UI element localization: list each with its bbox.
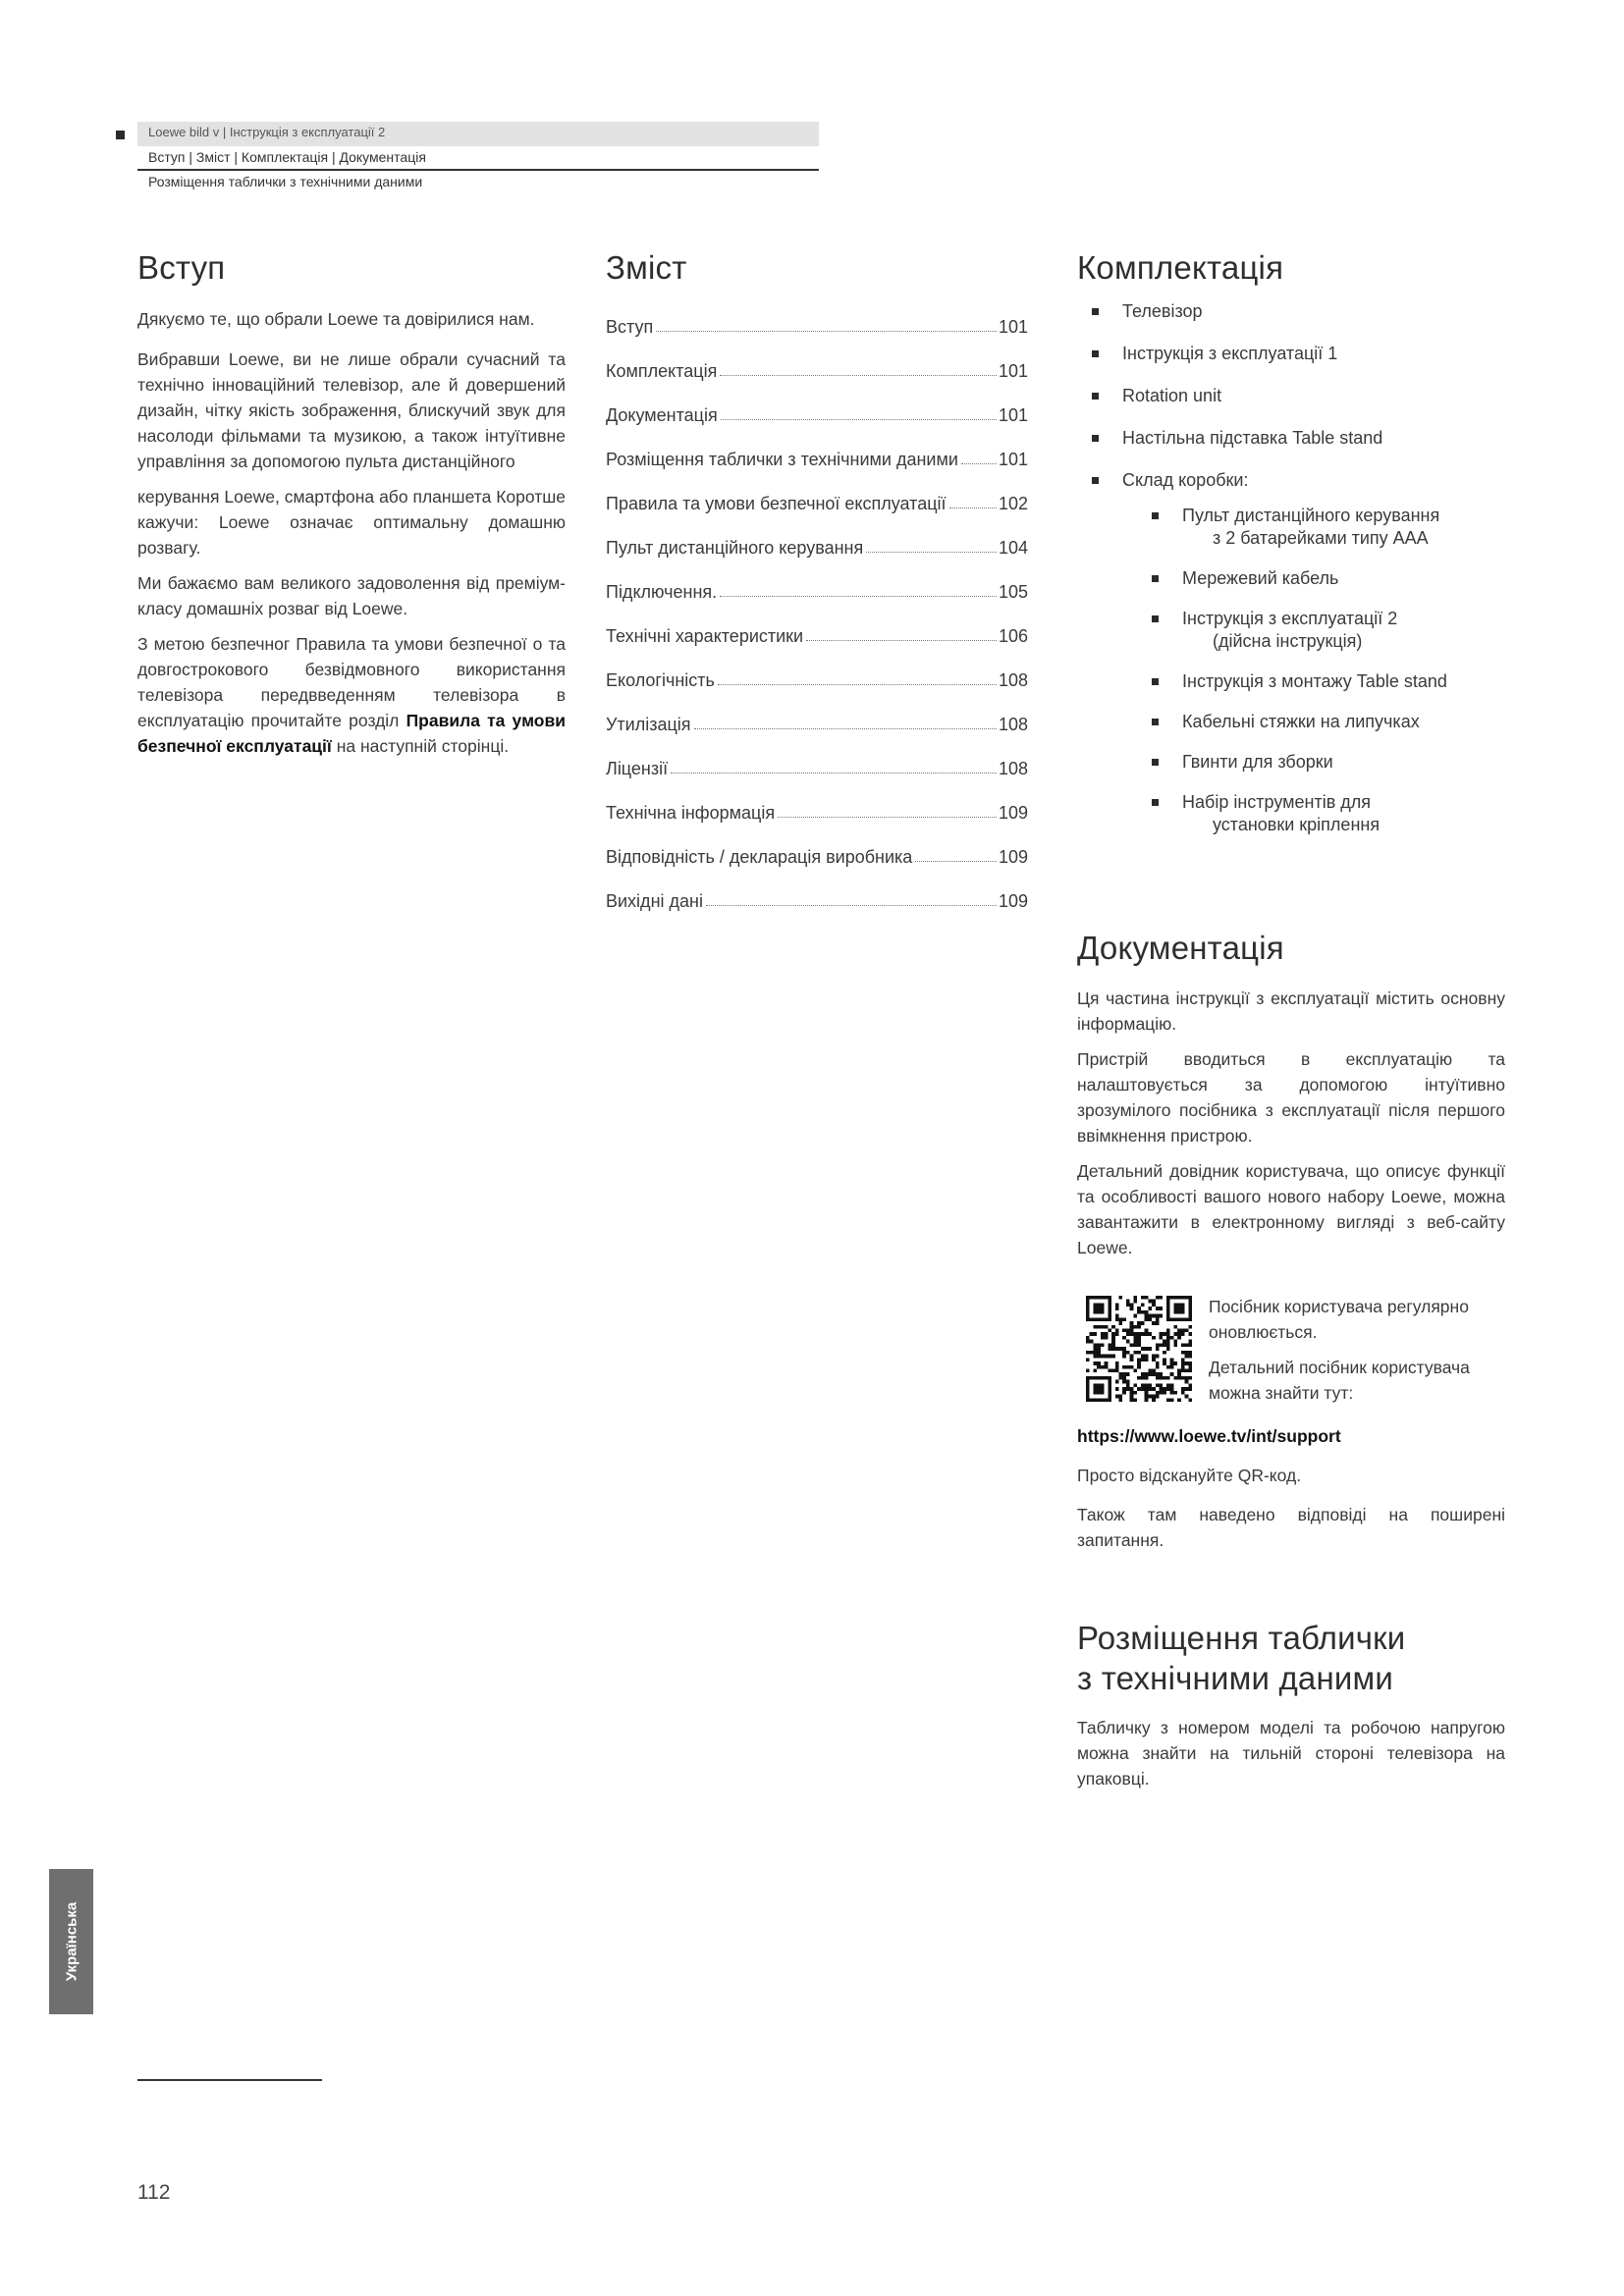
plate-title-line-2: з технічними даними bbox=[1077, 1660, 1394, 1697]
toc-entry[interactable] bbox=[606, 779, 1028, 824]
toc-entry-page: 109 bbox=[998, 847, 1028, 867]
toc-entry-page: 101 bbox=[998, 361, 1028, 381]
toc-leader-dots bbox=[915, 861, 997, 862]
list-item: Настільна підставка Table stand bbox=[1077, 426, 1509, 450]
header-breadcrumb: Вступ | Зміст | Комплектація | Документація bbox=[148, 149, 426, 165]
header-bullet bbox=[116, 131, 125, 139]
package-section bbox=[1077, 247, 1509, 854]
toc-entry-label: Ліцензії bbox=[606, 759, 669, 778]
toc-entry[interactable] bbox=[606, 294, 1028, 338]
toc-entry-label: Відповідність / декларація виробника bbox=[606, 847, 913, 867]
toc-leader-dots bbox=[949, 507, 997, 508]
toc-title: Зміст bbox=[606, 249, 687, 286]
intro-paragraph-2: Вибравши Loewe, ви не лише обрали сучасний та технічно інноваційний телевізор, але й довершений дизайн, чітку якість зображення, блискучий звук для насолоди фільмами та музикою, а також інтуїтивне управління за допомогою пульта дистанційного bbox=[137, 349, 566, 472]
toc-entry[interactable] bbox=[606, 868, 1028, 912]
intro-paragraph-1: Дякуємо те, що обрали Loewe та довірилися нам. bbox=[137, 309, 535, 330]
docs-section bbox=[1077, 928, 1505, 1270]
language-tab-label: Українська bbox=[63, 1901, 80, 1982]
toc-entry-label: Правила та умови безпечної експлуатації bbox=[606, 494, 947, 513]
toc-entry-page: 108 bbox=[998, 715, 1028, 734]
header-subsection: Розміщення таблички з технічними даними bbox=[148, 174, 423, 189]
scan-instruction: Просто відскануйте QR-код. bbox=[1077, 1466, 1302, 1485]
page-number: 112 bbox=[137, 2181, 171, 2204]
qr-text-updated: Посібник користувача регулярно оновлюється. bbox=[1209, 1297, 1469, 1342]
list-item: Інструкція з монтажу Table stand bbox=[1167, 670, 1509, 693]
toc-entry-page: 109 bbox=[998, 891, 1028, 911]
toc-leader-dots bbox=[961, 463, 997, 464]
toc-entry-page: 109 bbox=[998, 803, 1028, 823]
toc-entry-page: 104 bbox=[998, 538, 1028, 558]
intro-paragraph-4: Ми бажаємо вам великого задоволення від преміум-класу домашніх розваг від Loewe. bbox=[137, 573, 566, 619]
qr-text-location: Детальний посібник користувача можна знайти тут: bbox=[1209, 1358, 1470, 1403]
list-item: Телевізор bbox=[1077, 299, 1509, 323]
intro-section bbox=[137, 247, 566, 769]
toc-entry-page: 108 bbox=[998, 670, 1028, 690]
docs-title: Документація bbox=[1077, 930, 1284, 966]
toc-entry-label: Комплектація bbox=[606, 361, 718, 381]
toc-entry[interactable] bbox=[606, 426, 1028, 470]
toc-entry-page: 105 bbox=[998, 582, 1028, 602]
list-item: Гвинти для зборки bbox=[1167, 751, 1509, 774]
toc-entry[interactable] bbox=[606, 514, 1028, 559]
toc-entry-page: 101 bbox=[998, 317, 1028, 337]
plate-paragraph: Табличку з номером моделі та робочою напругою можна знайти на тильній стороні телевізора на упаковці. bbox=[1077, 1717, 1505, 1789]
docs-links bbox=[1077, 1423, 1505, 1563]
toc-entry[interactable] bbox=[606, 382, 1028, 426]
toc-entry[interactable] bbox=[606, 647, 1028, 691]
docs-paragraph-2: Пристрій вводиться в експлуатацію та налаштовується за допомогою інтуїтивно зрозумілого посібника з експлуатації після першого ввімкнення пристрою. bbox=[1077, 1049, 1505, 1147]
docs-paragraph-1: Ця частина інструкції з експлуатації містить основну інформацію. bbox=[1077, 988, 1505, 1035]
toc-leader-dots bbox=[720, 596, 997, 597]
list-item: Інструкція з експлуатації 2 (дійсна інструкція) bbox=[1167, 608, 1509, 653]
toc-entry-label: Пульт дистанційного керування bbox=[606, 538, 864, 558]
list-item: Склад коробки: Пульт дистанційного керування з 2 батарейками типу AAA Мережевий кабель Інструкція з експлуатації 2 (дійсна інструкція) Інструкція з монтажу Table stand Кабельні стяжки на липучках Гвинти для зборки Набір інструментів для установки кріплення bbox=[1077, 468, 1509, 836]
plate-title-line-1: Розміщення таблички bbox=[1077, 1620, 1406, 1656]
toc-leader-dots bbox=[866, 552, 997, 553]
intro-paragraph-5: З метою безпечног Правила та умови безпечної о та довгострокового безвідмовного використання телевізора передвведенням телевізора в експлуатацію прочитайте розділ Правила та умови безпечної експлуатації на наступній сторінці. bbox=[137, 634, 566, 757]
qr-code[interactable] bbox=[1086, 1296, 1192, 1402]
language-tab bbox=[49, 1869, 93, 2014]
list-item: Набір інструментів для установки кріплення bbox=[1167, 791, 1509, 836]
intro-title: Вступ bbox=[137, 249, 226, 286]
list-item: Інструкція з експлуатації 1 bbox=[1077, 342, 1509, 365]
toc-entry[interactable] bbox=[606, 470, 1028, 514]
qr-block bbox=[1083, 1294, 1505, 1402]
docs-paragraph-3: Детальний довідник користувача, що описує функції та особливості вашого нового набору Loewe, можна завантажити в електронному вигляді з веб-сайту Loewe. bbox=[1077, 1161, 1505, 1258]
list-item: Мережевий кабель bbox=[1167, 567, 1509, 590]
toc-entry-label: Екологічність bbox=[606, 670, 715, 690]
box-contents-list bbox=[1122, 505, 1509, 836]
toc-leader-dots bbox=[671, 773, 997, 774]
toc-entry[interactable] bbox=[606, 824, 1028, 868]
toc-entry-page: 108 bbox=[998, 759, 1028, 778]
list-item: Rotation unit bbox=[1077, 384, 1509, 407]
toc-entry-label: Документація bbox=[606, 405, 718, 425]
toc-entry-label: Підключення. bbox=[606, 582, 718, 602]
toc-entry-label: Вступ bbox=[606, 317, 654, 337]
toc-entry[interactable] bbox=[606, 603, 1028, 647]
toc-entry[interactable] bbox=[606, 735, 1028, 779]
toc-entry-page: 101 bbox=[998, 405, 1028, 425]
toc-leader-dots bbox=[721, 419, 997, 420]
toc-leader-dots bbox=[778, 817, 997, 818]
toc-entry-page: 106 bbox=[998, 626, 1028, 646]
header-document-title: Loewe bild v | Інструкція з експлуатації 2 bbox=[148, 125, 386, 139]
toc-entry-label: Технічна інформація bbox=[606, 803, 776, 823]
intro-paragraph-3: керування Loewe, смартфона або планшета Коротше кажучи: Loewe означає оптимальну домашню розвагу. bbox=[137, 487, 566, 559]
faq-text: Також там наведено відповіді на поширені запитання. bbox=[1077, 1505, 1505, 1550]
toc-entry[interactable] bbox=[606, 691, 1028, 735]
toc-leader-dots bbox=[720, 375, 997, 376]
toc-entry-label: Вихідні дані bbox=[606, 891, 703, 911]
toc-leader-dots bbox=[706, 905, 997, 906]
toc-entry-label: Технічні характеристики bbox=[606, 626, 804, 646]
toc-leader-dots bbox=[718, 684, 997, 685]
toc-list bbox=[606, 294, 1028, 912]
toc-entry-page: 102 bbox=[998, 494, 1028, 513]
toc-entry-label: Утилізація bbox=[606, 715, 691, 734]
header-divider bbox=[137, 169, 819, 171]
support-link[interactable]: https://www.loewe.tv/int/support bbox=[1077, 1426, 1341, 1446]
safety-section-reference: Правила та умови безпечної експлуатації bbox=[137, 711, 566, 757]
toc-entry-page: 101 bbox=[998, 450, 1028, 469]
toc-leader-dots bbox=[694, 728, 997, 729]
toc-entry[interactable] bbox=[606, 338, 1028, 382]
package-title: Комплектація bbox=[1077, 249, 1284, 286]
list-item: Пульт дистанційного керування з 2 батарейками типу AAA bbox=[1167, 505, 1509, 550]
toc-leader-dots bbox=[806, 640, 997, 641]
list-item: Кабельні стяжки на липучках bbox=[1167, 711, 1509, 733]
footer-divider bbox=[137, 2079, 322, 2081]
toc-entry[interactable] bbox=[606, 559, 1028, 603]
toc-entry-label: Розміщення таблички з технічними даними bbox=[606, 450, 958, 469]
package-list bbox=[1077, 299, 1509, 836]
plate-section bbox=[1077, 1618, 1505, 1801]
toc-section bbox=[606, 247, 1028, 288]
toc-leader-dots bbox=[656, 331, 997, 332]
